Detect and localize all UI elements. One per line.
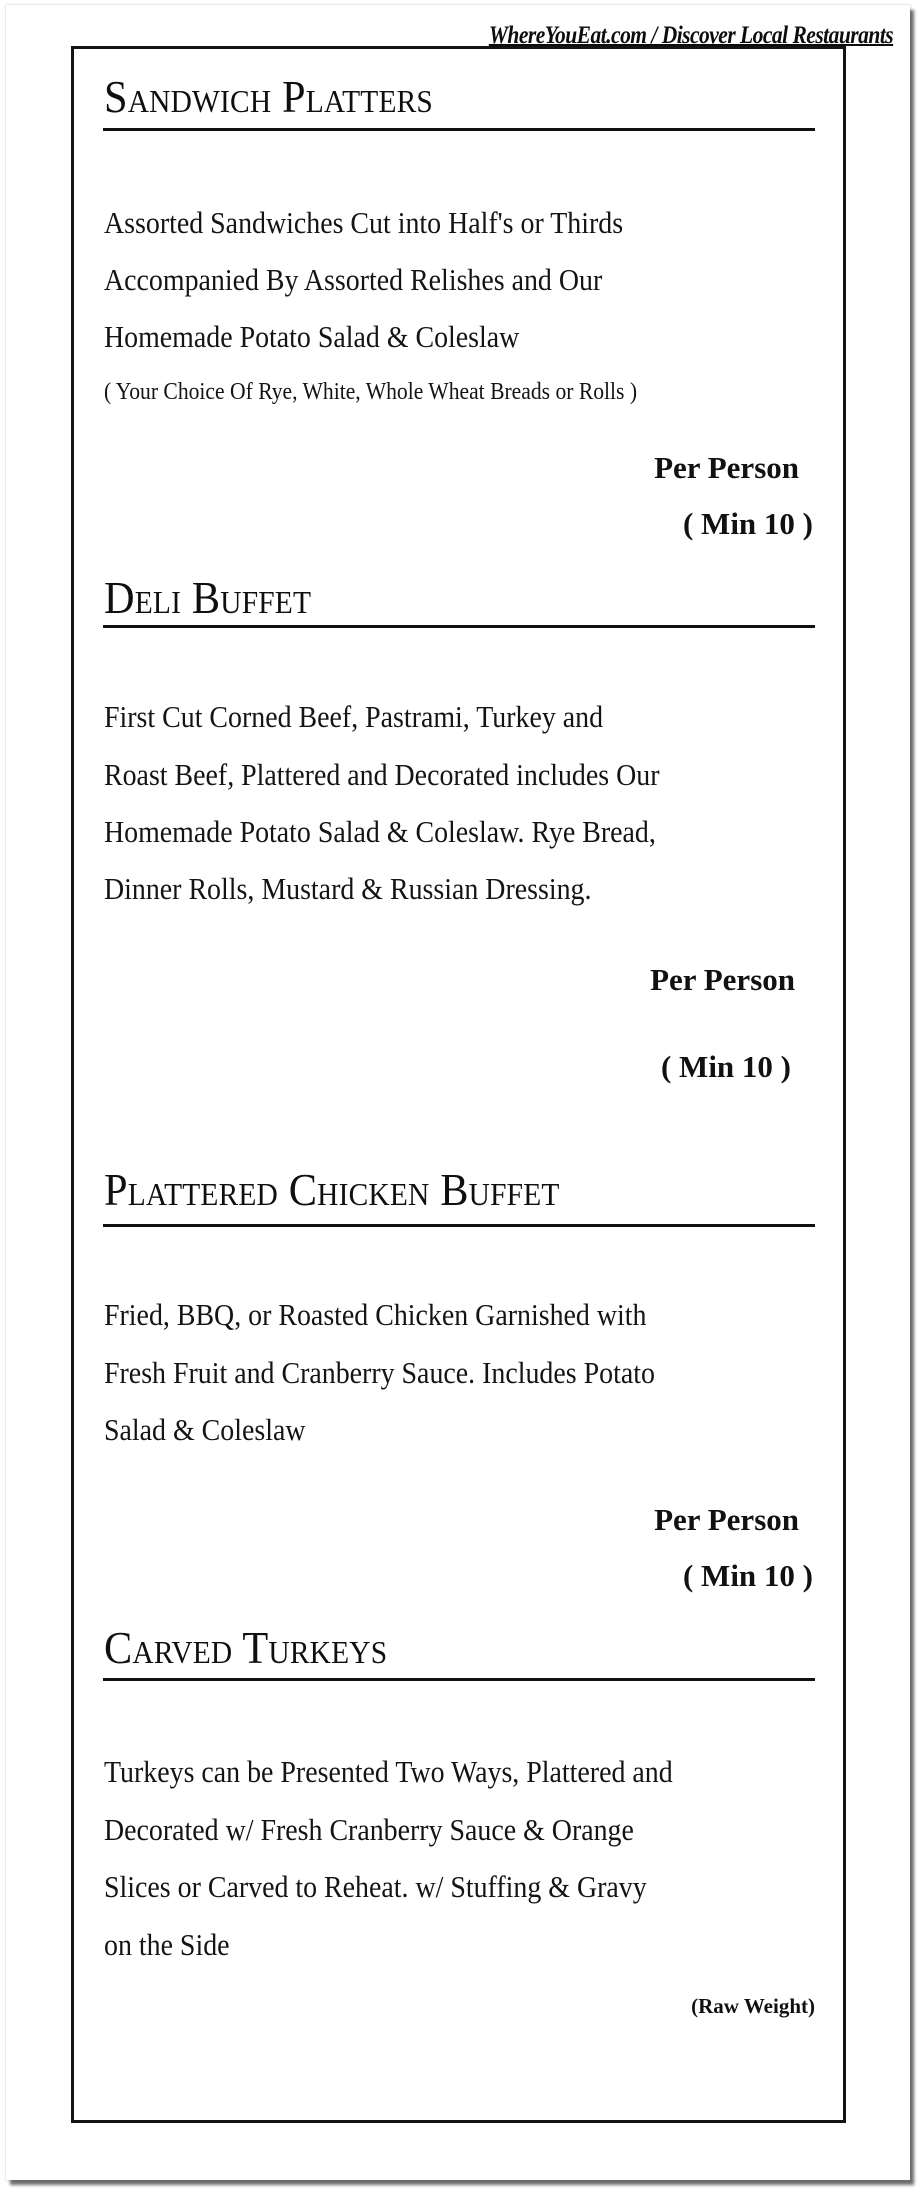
minimum-order-label: ( Min 10 ) — [682, 506, 813, 541]
minimum-order-label: ( Min 10 ) — [682, 1558, 813, 1593]
minimum-order-label: ( Min 10 ) — [660, 1049, 791, 1084]
description-line: Accompanied By Assorted Relishes and Our — [104, 262, 603, 297]
title-underline — [103, 128, 815, 131]
description-line: Homemade Potato Salad & Coleslaw — [104, 319, 520, 354]
section-title: Deli Buffet — [104, 572, 312, 623]
site-watermark: WhereYouEat.com / Discover Local Restaurants — [488, 22, 893, 49]
title-underline — [103, 1224, 815, 1227]
description-line: Decorated w/ Fresh Cranberry Sauce & Orange — [104, 1812, 634, 1847]
section-title: Plattered Chicken Buffet — [104, 1164, 560, 1215]
price-unit-label: Per Person — [654, 1502, 799, 1537]
description-line: on the Side — [104, 1927, 230, 1962]
bread-choice-note: ( Your Choice Of Rye, White, Whole Wheat Breads or Rolls ) — [104, 379, 638, 405]
price-unit-label: Per Person — [650, 962, 795, 997]
section-title: Sandwich Platters — [104, 71, 434, 122]
description-line: Slices or Carved to Reheat. w/ Stuffing & Gravy — [104, 1869, 647, 1904]
section-title: Carved Turkeys — [104, 1622, 388, 1673]
description-line: Turkeys can be Presented Two Ways, Plattered and — [104, 1754, 673, 1789]
description-line: Roast Beef, Plattered and Decorated includes Our — [104, 757, 660, 792]
description-line: Homemade Potato Salad & Coleslaw. Rye Bread, — [104, 814, 656, 849]
description-line: Salad & Coleslaw — [104, 1412, 306, 1447]
description-line: Dinner Rolls, Mustard & Russian Dressing. — [104, 871, 592, 906]
description-line: Fried, BBQ, or Roasted Chicken Garnished with — [104, 1297, 647, 1332]
title-underline — [103, 625, 815, 628]
title-underline — [103, 1678, 815, 1681]
description-line: Fresh Fruit and Cranberry Sauce. Includes Potato — [104, 1355, 655, 1390]
description-line: First Cut Corned Beef, Pastrami, Turkey and — [104, 699, 604, 734]
price-unit-label: Per Person — [654, 450, 799, 485]
raw-weight-note: (Raw Weight) — [691, 1994, 815, 2018]
description-line: Assorted Sandwiches Cut into Half's or Thirds — [104, 205, 624, 240]
